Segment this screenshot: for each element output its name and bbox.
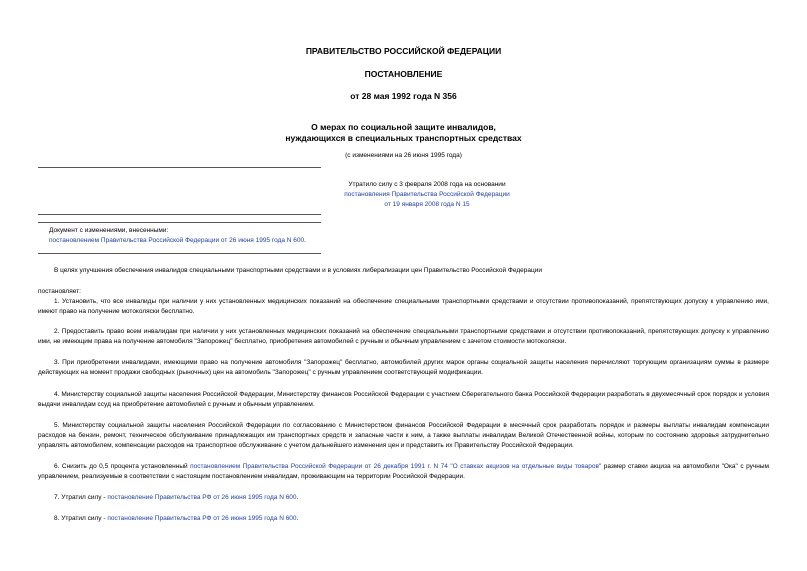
paragraph-7-tail: . <box>296 494 299 501</box>
paragraph-3: 3. При приобретении инвалидами, имеющими право на получение автомобиля "Запорожец" бесплатно, автомобилей других марок органы социальной защиты населения перечисляют торгующим организациям суммы в размере действующих на момент продажи свободных (рыночных) цен на автомобиль "Запорожец" с ручным управлением соответствующей модификации. <box>38 359 769 376</box>
divider <box>38 214 321 215</box>
paragraph-6 <box>38 462 769 482</box>
paragraph-6-link[interactable]: постановлением Правительства Российской Федерации от 26 декабря 1991 г. N 74 "О ставках акцизов на отдельные виды товаров" <box>190 463 602 470</box>
paragraph-7-text: 7. Утратил силу - <box>54 494 108 501</box>
changes-note: (с изменениями на 26 июня 1995 года) <box>345 152 462 159</box>
lost-force-link-line1[interactable]: постановления Правительства Российской Федерации <box>344 191 510 198</box>
paragraph-8-tail: . <box>296 515 299 522</box>
divider <box>38 167 321 168</box>
paragraph-7 <box>38 493 769 503</box>
lost-force-notice <box>300 180 554 210</box>
paragraph-5: 5. Министерству социальной защиты населения Российской Федерации по согласованию с Министерством финансов Российской Федерации в месячный срок разработать порядок и размеры выплаты инвалидам компенсации расходов на бензин, ремонт, техническое обслуживание принадлежащих им транспортных средств и запасные части к ним, а также выплаты инвалидам Великой Отечественной войны, которым по состоянию здоровья затруднительно управлять автомобилем, компенсации расходов на транспортное обслуживание с учетом дальнейшего изменения цен и представить их Правительству Российской Федерации. <box>38 422 769 449</box>
government-heading: ПРАВИТЕЛЬСТВО РОССИЙСКОЙ ФЕДЕРАЦИИ <box>305 46 502 56</box>
amendments-label: Документ с изменениями, внесенными: <box>49 227 169 234</box>
paragraph-2: 2. Предоставить право всем инвалидам при наличии у них установленных медицинских показаний на обеспечение специальными транспортными средствами и отсутствии противопоказаний, препятствующих допуску к управлению ими, не имеющим права на получение автомобиля "Запорожец" бесплатно, приобретения автомобилей с ручным и обычным управлением с зачетом стоимости мотоколяски. <box>38 328 769 345</box>
document-title <box>0 122 807 144</box>
paragraph-6-text-end: размер ставки акциза на автомобили "Ока" с ручным управлением, реализуемые в соответствии с настоящим постановлением инвалидам, проживающим на территории Российской Федерации. <box>38 463 769 480</box>
lost-force-text: Утратило силу с 3 февраля 2008 года на основании <box>348 181 506 188</box>
amendments-line <box>49 236 306 246</box>
paragraph-6-text: 6. Снизить до 0,5 процента установленный <box>54 463 191 470</box>
divider <box>38 222 321 223</box>
paragraph-7-link[interactable]: постановление Правительства РФ от 26 июня 1995 года N 600 <box>107 494 297 501</box>
paragraph-4: 4. Министерству социальной защиты населения Российской Федерации, Министерству финансов Российской Федерации с участием Сберегательного банка Российской Федерации разработать в двухмесячный срок порядок и условия выдачи инвалидам ссуд на приобретение автомобилей с ручным и обычным управлением. <box>38 391 769 408</box>
paragraph-1: 1. Установить, что все инвалиды при наличии у них установленных медицинских показаний на обеспечение специальными транспортными средствами и отсутствии противопоказаний, препятствующих допуску к управлению ими, имеют право на получение мотоколяски бесплатно. <box>38 298 769 315</box>
document-type-heading: ПОСТАНОВЛЕНИЕ <box>364 69 443 79</box>
document-date-number: от 28 мая 1992 года N 356 <box>350 91 457 101</box>
paragraph-resolves: постановляет: <box>38 288 81 295</box>
document-title-line2: нуждающихся в специальных транспортных средствах <box>285 133 522 143</box>
paragraph-8 <box>38 514 769 524</box>
amendments-box <box>49 226 306 246</box>
divider <box>38 253 321 254</box>
lost-force-link-line2[interactable]: от 19 января 2008 года N 15 <box>384 201 470 208</box>
paragraph-8-link[interactable]: постановление Правительства РФ от 26 июня 1995 года N 600 <box>107 515 297 522</box>
paragraph-8-text: 8. Утратил силу - <box>54 515 108 522</box>
document-title-line1: О мерах по социальной защите инвалидов, <box>311 122 496 132</box>
amendments-tail: . <box>304 237 306 244</box>
amendments-link[interactable]: постановлением Правительства Российской Федерации от 26 июня 1995 года N 600 <box>49 237 305 244</box>
paragraph-intro: В целях улучшения обеспечения инвалидов специальными транспортными средствами и в условиях либерализации цен Правительство Российской Федерации <box>54 267 542 274</box>
